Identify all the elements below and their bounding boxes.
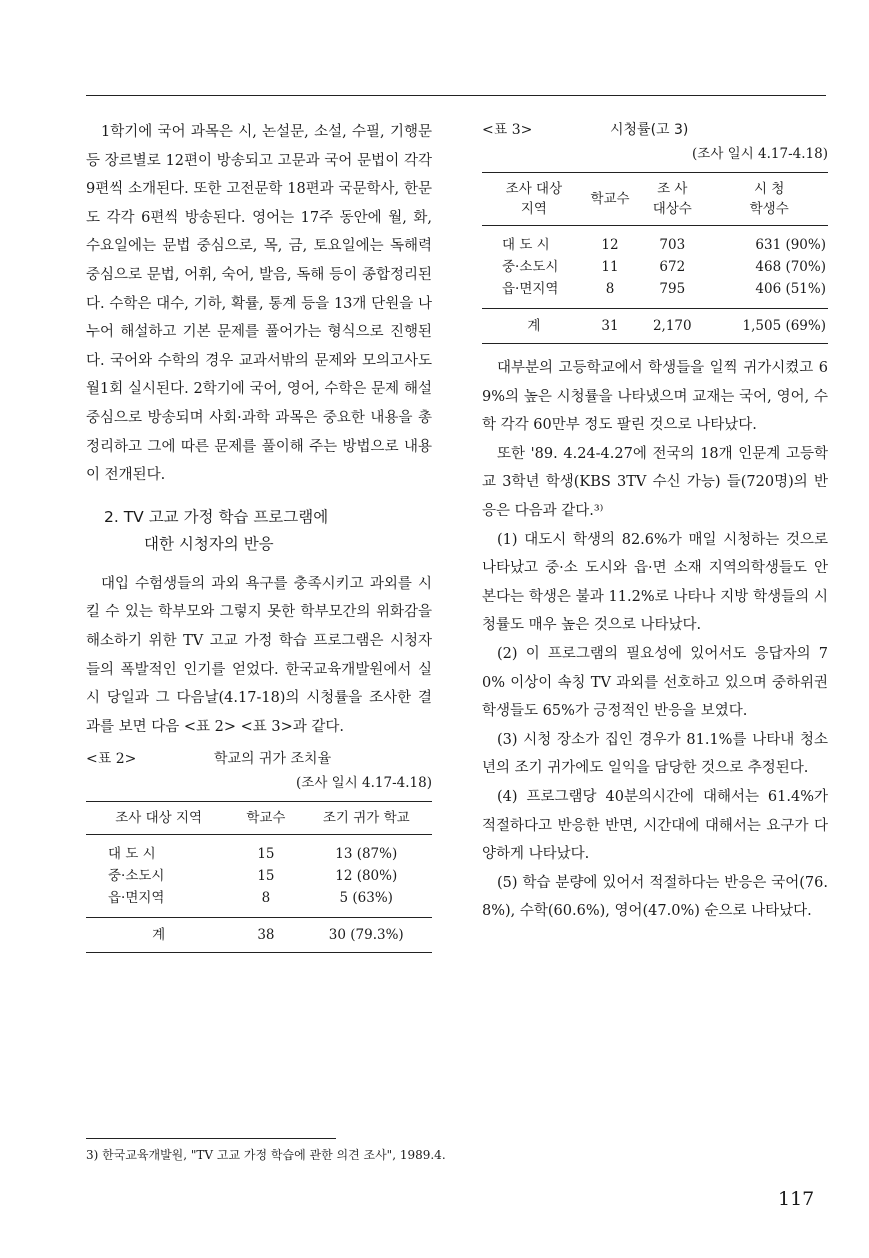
table-header-cell: 학교수 <box>231 802 300 835</box>
table3-label: <표 3> <box>482 122 533 138</box>
table-cell: 대 도 시 <box>502 237 550 253</box>
table-row <box>86 865 432 887</box>
page-number: 117 <box>778 1188 815 1210</box>
header-text: 대상수 <box>652 201 692 217</box>
table-header-cell: 학교수 <box>586 173 634 226</box>
table-cell: 5 (63%) <box>339 890 393 907</box>
table3-grid <box>482 172 828 344</box>
table-cell: 15 <box>257 868 275 885</box>
table-cell: 795 <box>659 281 686 297</box>
table-row <box>482 256 828 278</box>
table-header-cell <box>710 173 828 226</box>
list-item: (5) 학습 분량에 있어서 적절하다는 반응은 국어(76.8%), 수학(60.6%), 영어(47.0%) 순으로 나타났다. <box>482 874 828 920</box>
table-cell: 대 도 시 <box>108 846 156 863</box>
table-cell: 12 (80%) <box>335 868 398 885</box>
table-cell: 8 <box>261 890 271 907</box>
table-cell: 468 (70%) <box>755 259 826 275</box>
footnote: 3) 한국교육개발원, "TV 고교 가정 학습에 관한 의견 조사", 1989.4. <box>86 1148 446 1162</box>
body-paragraph: 대입 수험생들의 과외 욕구를 충족시키고 과외를 시킬 수 있는 학부모와 그렇지 못한 학부모간의 위화감을 해소하기 위한 TV 고교 가정 학습 프로그램은 시청자들의 폭발적인 인기를 얻었다. 한국교육개발원에서 실시 당일과 그 다음날(4.17-18)의 시청률을 조사한 결과를 보면 다음 <표 2> <표 3>과 같다. <box>86 575 432 735</box>
section-heading-line1: 2. TV 고교 가정 학습 프로그램에 <box>104 507 329 526</box>
table2-grid <box>86 801 432 953</box>
table-header-row <box>86 802 432 835</box>
table-cell: 31 <box>586 309 634 344</box>
table-row <box>482 278 828 309</box>
list-item: (1) 대도시 학생의 82.6%가 매일 시청하는 것으로 나타났고 중·소 도시와 읍·면 소재 지역의학생들도 안 본다는 학생은 불과 11.2%로 나타나 지방 학생들의 시청률도 매우 높은 것으로 나타났다. <box>482 531 828 634</box>
table-row <box>482 226 828 257</box>
table-row <box>86 887 432 918</box>
table-header-cell: 조기 귀가 학교 <box>301 802 433 835</box>
right-column <box>482 118 828 926</box>
table2-title: 학교의 귀가 조치율 <box>214 751 332 768</box>
table-cell: 631 (90%) <box>755 237 826 253</box>
body-paragraph: 또한 '89. 4.24-4.27에 전국의 18개 인문계 고등학교 3학년 학생(KBS 3TV 수신 가능) 들(720명)의 반응은 다음과 같다.³⁾ <box>482 445 828 519</box>
table-total-row <box>482 309 828 344</box>
header-text: 조 사 <box>657 181 688 197</box>
table-cell: 15 <box>257 846 275 863</box>
table2 <box>86 747 432 953</box>
table-header-cell <box>634 173 710 226</box>
table-cell: 8 <box>605 281 615 297</box>
table-cell: 중·소도시 <box>502 259 559 275</box>
table-cell: 2,170 <box>634 309 710 344</box>
table-cell: 읍·면지역 <box>108 890 165 907</box>
table-cell: 38 <box>231 918 300 953</box>
table2-date: (조사 일시 4.17-4.18) <box>296 775 432 792</box>
table-cell: 중·소도시 <box>108 868 165 885</box>
table-cell: 11 <box>601 259 619 275</box>
table3-caption <box>482 118 828 142</box>
list-item: (2) 이 프로그램의 필요성에 있어서도 응답자의 70% 이상이 속칭 TV 과외를 선호하고 있으며 중하위권 학생들도 65%가 긍정적인 반응을 보였다. <box>482 645 828 720</box>
table-header-cell <box>482 173 586 226</box>
left-column <box>86 118 432 953</box>
table-cell: 1,505 (69%) <box>710 309 828 344</box>
body-paragraph: 대부분의 고등학교에서 학생들을 일찍 귀가시켰고 69%의 높은 시청률을 나타냈으며 교재는 국어, 영어, 수학 각각 60만부 정도 팔린 것으로 나타났다. <box>482 360 828 434</box>
table-header-cell: 조사 대상 지역 <box>86 802 231 835</box>
table-cell: 30 (79.3%) <box>301 918 433 953</box>
section-heading <box>104 504 432 558</box>
table-cell: 703 <box>659 237 686 253</box>
header-text: 시 청 <box>753 181 785 197</box>
table2-caption <box>86 747 432 771</box>
table-cell: 13 (87%) <box>335 846 398 863</box>
list-item: (3) 시청 장소가 집인 경우가 81.1%를 나타내 청소년의 조기 귀가에도 일익을 담당한 것으로 추정된다. <box>482 731 828 777</box>
table-cell: 672 <box>659 259 686 275</box>
table-row <box>86 835 432 866</box>
table2-label: <표 2> <box>86 751 137 768</box>
list-item: (4) 프로그램당 40분의시간에 대해서는 61.4%가 적절하다고 반응한 반면, 시간대에 대해서는 요구가 다양하게 나타났다. <box>482 788 828 863</box>
header-text: 조사 대상 <box>505 181 563 197</box>
top-rule <box>86 95 826 96</box>
header-text: 지역 <box>520 201 547 217</box>
table3-date: (조사 일시 4.17-4.18) <box>692 146 828 162</box>
header-text: 학생수 <box>749 201 789 217</box>
table-cell: 계 <box>482 309 586 344</box>
table-cell: 읍·면지역 <box>502 281 559 297</box>
table-total-row <box>86 918 432 953</box>
table-header-row <box>482 173 828 226</box>
body-paragraph: 1학기에 국어 과목은 시, 논설문, 소설, 수필, 기행문 등 장르별로 12편이 방송되고 고문과 국어 문법이 각각 9편씩 소개된다. 또한 고전문학 18편과 국문학사, 한문도 각각 6편씩 방송된다. 영어는 17주 동안에 월, 화, 수요일에는 문법 중심으로, 목, 금, 토요일에는 독해력 중심으로 문법, 어휘, 숙어, 발음, 독해 등이 종합정리된다. 수학은 대수, 기하, 확률, 통계 등을 13개 단원을 나누어 해설하고 기본 문제를 풀어가는 형식으로 진행된다. 국어와 수학의 경우 교과서밖의 문제와 모의고사도 월1회 실시된다. 2학기에 국어, 영어, 수학은 문제 해설 중심으로 방송되며 사회·과학 과목은 중요한 내용을 총정리하고 그에 따른 문제를 풀이해 주는 방법으로 내용이 전개된다. <box>86 124 432 484</box>
table-cell: 406 (51%) <box>755 281 826 297</box>
table-cell: 12 <box>601 237 619 253</box>
table3-title: 시청률(고 3) <box>610 122 689 138</box>
footnote-rule <box>86 1138 336 1139</box>
table3 <box>482 118 828 344</box>
table-cell: 계 <box>86 918 231 953</box>
section-heading-line2: 대한 시청자의 반응 <box>144 534 274 553</box>
